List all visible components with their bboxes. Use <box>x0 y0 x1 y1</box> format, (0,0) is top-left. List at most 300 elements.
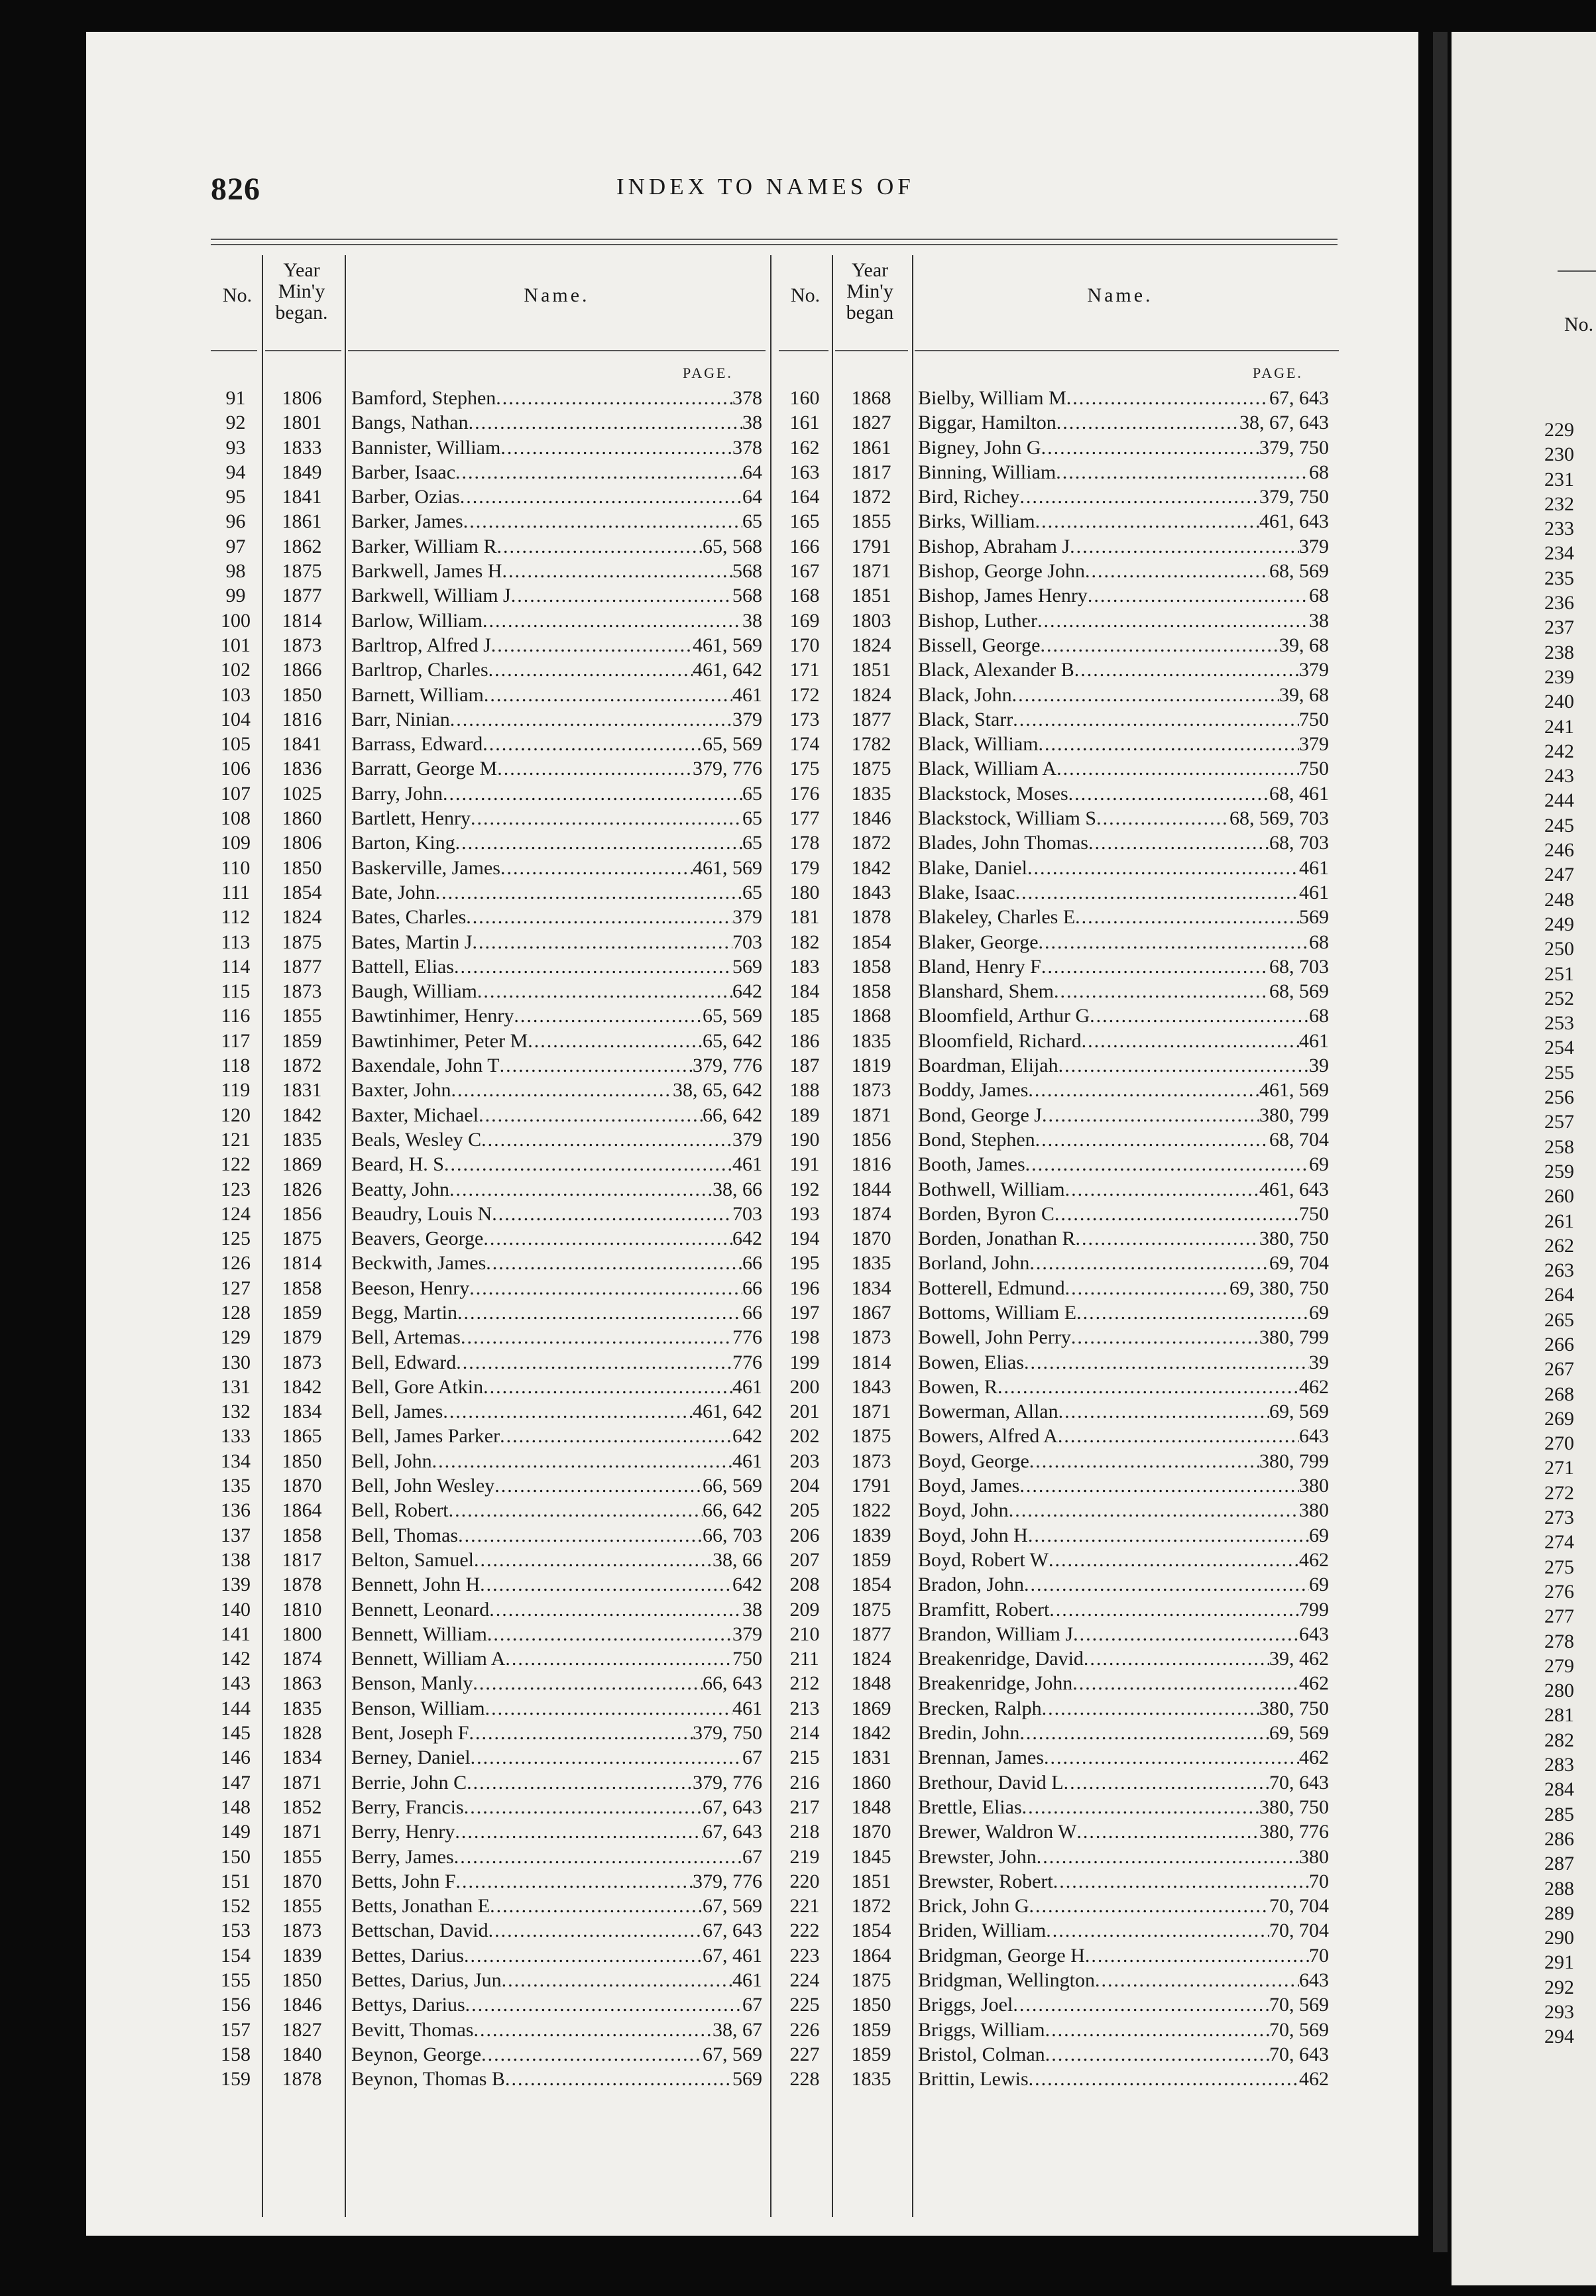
facing-page-number: 288 <box>1544 1877 1574 1900</box>
index-row <box>779 608 1336 633</box>
index-row <box>211 1029 768 1053</box>
leader-dots <box>1088 583 1309 608</box>
entry-number: 105 <box>221 733 251 756</box>
entry-pages: 461, 643 <box>1259 510 1329 533</box>
leader-dots <box>464 1795 703 1819</box>
entry-name: Brecken, Ralph <box>918 1697 1042 1719</box>
entry-name: Birks, William <box>918 510 1035 533</box>
entry-year: 1871 <box>282 1821 322 1843</box>
entry-number: 135 <box>221 1475 251 1497</box>
entry-number: 181 <box>789 906 820 929</box>
entry-name: Bond, George J <box>918 1104 1042 1126</box>
entry-name-line <box>351 608 762 633</box>
leader-dots <box>432 1449 732 1473</box>
entry-name-line <box>351 1869 762 1894</box>
entry-name-line <box>351 1918 762 1943</box>
entry-name: Baugh, William <box>351 980 477 1003</box>
index-row <box>779 1646 1336 1671</box>
entry-year: 1791 <box>851 535 891 557</box>
entry-name-line <box>351 2042 762 2067</box>
entry-year: 1860 <box>282 807 322 830</box>
entry-name: Benson, William <box>351 1697 485 1719</box>
entry-name-line <box>918 1424 1329 1448</box>
index-row <box>211 1276 768 1300</box>
entry-year: 1875 <box>851 1425 891 1448</box>
index-row <box>779 1721 1336 1745</box>
leader-dots <box>458 1523 703 1548</box>
facing-page-number: 250 <box>1544 938 1574 960</box>
index-row <box>211 2018 768 2042</box>
index-row <box>211 856 768 880</box>
leader-dots <box>1076 1300 1309 1325</box>
entry-name-line <box>351 683 762 707</box>
entry-number: 200 <box>789 1375 820 1398</box>
entry-pages: 38 <box>742 1598 762 1621</box>
entry-name: Bridgman, George H <box>918 1944 1085 1967</box>
facing-page-number: 244 <box>1544 789 1574 812</box>
entry-pages: 67, 643 <box>1269 387 1329 409</box>
index-row <box>779 781 1336 806</box>
entry-number: 156 <box>221 1994 251 2016</box>
leader-dots <box>481 2042 703 2067</box>
entry-year: 1824 <box>851 634 891 656</box>
leader-dots <box>1019 485 1259 509</box>
entry-name: Brettle, Elias <box>918 1796 1022 1818</box>
entry-pages: 379, 776 <box>693 1870 762 1892</box>
index-row <box>211 683 768 707</box>
entry-year: 1878 <box>851 906 891 929</box>
index-row <box>211 410 768 435</box>
index-row <box>211 831 768 855</box>
entry-pages: 68 <box>1309 1005 1329 1027</box>
leader-dots <box>479 1103 703 1127</box>
facing-page-number: 273 <box>1544 1507 1574 1529</box>
leader-dots <box>486 1251 742 1275</box>
entry-year: 1877 <box>851 1623 891 1645</box>
entry-number: 103 <box>221 683 251 706</box>
entry-name-line <box>351 1696 762 1721</box>
index-row <box>211 1671 768 1695</box>
entry-name-line <box>351 1819 762 1844</box>
entry-year: 1850 <box>282 856 322 879</box>
entry-pages: 69, 380, 750 <box>1229 1277 1329 1299</box>
entry-name: Botterell, Edmund <box>918 1277 1065 1299</box>
leader-dots <box>1029 1449 1259 1473</box>
entry-number: 106 <box>221 758 251 780</box>
entry-name-line <box>918 460 1329 485</box>
entry-year: 1800 <box>282 1623 322 1645</box>
entry-year: 1873 <box>282 634 322 656</box>
entry-pages: 68 <box>1309 585 1329 607</box>
entry-pages: 38, 66 <box>712 1178 762 1200</box>
index-row <box>211 732 768 756</box>
entry-pages: 68, 569 <box>1269 560 1329 583</box>
entry-year: 1844 <box>851 1178 891 1200</box>
index-row <box>779 386 1336 410</box>
entry-name-line <box>351 1523 762 1548</box>
entry-name: Bond, Stephen <box>918 1128 1035 1151</box>
entry-pages: 379, 776 <box>693 758 762 780</box>
entry-year: 1866 <box>282 659 322 681</box>
entry-name: Barr, Ninian <box>351 708 450 730</box>
entry-name: Bell, Artemas <box>351 1326 461 1349</box>
leader-dots <box>997 1375 1299 1399</box>
facing-page-number: 241 <box>1544 715 1574 738</box>
index-row <box>779 1548 1336 1572</box>
leader-dots <box>463 509 742 534</box>
entry-pages: 703 <box>732 931 762 953</box>
entry-year: 1782 <box>851 733 891 756</box>
leader-dots <box>1076 1819 1259 1844</box>
entry-number: 213 <box>789 1697 820 1719</box>
entry-name: Bowers, Alfred A <box>918 1425 1058 1448</box>
entry-year: 1854 <box>851 1920 891 1942</box>
facing-page-number: 256 <box>1544 1086 1574 1109</box>
leader-dots <box>497 756 693 781</box>
entry-name: Barltrop, Alfred J <box>351 634 491 656</box>
entry-name: Bishop, James Henry <box>918 585 1088 607</box>
leader-dots <box>450 707 732 732</box>
entry-year: 1870 <box>282 1870 322 1892</box>
entry-name-line <box>918 534 1329 559</box>
entry-name: Bates, Charles <box>351 906 467 929</box>
entry-year: 1852 <box>282 1796 322 1818</box>
entry-year: 1826 <box>282 1178 322 1200</box>
entry-name: Barltrop, Charles <box>351 659 488 681</box>
entry-pages: 776 <box>732 1326 762 1349</box>
entry-name-line <box>351 954 762 979</box>
index-row <box>779 1004 1336 1028</box>
entry-name: Beals, Wesley C <box>351 1128 482 1151</box>
entry-name-line <box>918 1745 1329 1770</box>
leader-dots <box>511 583 732 608</box>
index-row <box>779 1325 1336 1349</box>
leader-dots <box>461 1325 732 1349</box>
entry-name-line <box>351 1646 762 1671</box>
entry-name-line <box>351 806 762 831</box>
index-row <box>211 1375 768 1399</box>
entry-year: 1861 <box>851 436 891 459</box>
index-row <box>211 979 768 1004</box>
entry-name: Bettys, Darius <box>351 1994 465 2016</box>
entry-year: 1854 <box>851 1574 891 1596</box>
entry-name: Baskerville, James <box>351 856 500 879</box>
entry-name-line <box>918 1721 1329 1745</box>
entry-number: 153 <box>221 1920 251 1942</box>
facing-page-number: 233 <box>1544 518 1574 540</box>
entry-number: 225 <box>789 1994 820 2016</box>
entry-number: 147 <box>221 1771 251 1794</box>
index-row <box>779 831 1336 855</box>
leader-dots <box>469 1276 742 1300</box>
entry-name: Boyd, John H <box>918 1524 1028 1546</box>
leader-dots <box>1084 1646 1269 1671</box>
entry-name-line <box>918 559 1329 583</box>
header-rule-top <box>211 239 1338 240</box>
entry-name: Bottoms, William E <box>918 1301 1077 1324</box>
facing-page-number: 248 <box>1544 888 1574 911</box>
entry-name-line <box>351 1300 762 1325</box>
facing-page-number: 237 <box>1544 616 1574 639</box>
entry-name-line <box>351 1473 762 1498</box>
entry-number: 190 <box>789 1128 820 1151</box>
entry-year: 1854 <box>282 881 322 903</box>
entry-number: 180 <box>789 881 820 903</box>
entry-number: 139 <box>221 1574 251 1596</box>
entry-pages: 39 <box>1309 1351 1329 1373</box>
entry-name: Blackstock, William S <box>918 807 1097 830</box>
index-row <box>211 954 768 979</box>
entry-year: 1872 <box>282 1055 322 1077</box>
entry-number: 186 <box>789 1029 820 1052</box>
entry-pages: 799 <box>1299 1598 1329 1621</box>
entry-name: Bredin, John <box>918 1722 1020 1745</box>
entry-year: 1810 <box>282 1598 322 1621</box>
facing-page-number: 229 <box>1544 419 1574 441</box>
left-index-column <box>211 386 768 2091</box>
entry-number: 123 <box>221 1178 251 1200</box>
entry-year: 1862 <box>282 535 322 557</box>
index-row <box>211 1473 768 1498</box>
leader-dots <box>1029 1894 1270 1918</box>
entry-number: 134 <box>221 1450 251 1472</box>
entry-number: 178 <box>789 832 820 854</box>
entry-number: 185 <box>789 1005 820 1027</box>
entry-name-line <box>918 1498 1329 1522</box>
leader-dots <box>443 1399 693 1424</box>
entry-name-line <box>918 1548 1329 1572</box>
entry-year: 1871 <box>851 1104 891 1126</box>
leader-dots <box>483 1375 732 1399</box>
leader-dots <box>474 1548 712 1572</box>
entry-number: 198 <box>789 1326 820 1349</box>
entry-year: 1791 <box>851 1475 891 1497</box>
entry-year: 1855 <box>282 1845 322 1868</box>
leader-dots <box>492 1202 732 1226</box>
entry-number: 166 <box>789 535 820 557</box>
leader-dots <box>494 1473 703 1498</box>
leader-dots <box>464 1943 703 1968</box>
leader-dots <box>1037 1845 1299 1869</box>
entry-pages: 68, 703 <box>1269 832 1329 854</box>
entry-number: 92 <box>225 412 246 434</box>
entry-year: 1877 <box>282 955 322 978</box>
leader-dots <box>528 1029 703 1053</box>
index-row <box>779 1053 1336 1078</box>
leader-dots <box>455 460 742 485</box>
leader-dots <box>505 1646 732 1671</box>
entry-pages: 68, 569, 703 <box>1229 807 1329 830</box>
entry-year: 1817 <box>282 1548 322 1571</box>
index-row <box>211 1103 768 1127</box>
entry-name: Benson, Manly <box>351 1672 473 1695</box>
leader-dots <box>466 905 732 929</box>
entry-pages: 643 <box>1299 1623 1329 1645</box>
leader-dots <box>1015 880 1299 905</box>
entry-pages: 750 <box>732 1648 762 1670</box>
entry-number: 149 <box>221 1821 251 1843</box>
leader-dots <box>1054 1202 1299 1226</box>
entry-number: 168 <box>789 585 820 607</box>
entry-name: Bennett, William A <box>351 1648 506 1670</box>
entry-name: Brennan, James <box>918 1747 1044 1769</box>
entry-name: Berry, James <box>351 1845 454 1868</box>
entry-pages: 462 <box>1299 2068 1329 2091</box>
entry-name: Berrie, John C <box>351 1771 467 1794</box>
entry-name: Briggs, William <box>918 2018 1045 2041</box>
entry-year: 1835 <box>851 2068 891 2091</box>
entry-year: 1822 <box>851 1499 891 1522</box>
entry-name-line <box>351 633 762 658</box>
entry-year: 1873 <box>851 1326 891 1349</box>
leader-dots <box>1012 683 1279 707</box>
entry-name-line <box>918 1127 1329 1152</box>
entry-number: 162 <box>789 436 820 459</box>
entry-name: Bangs, Nathan <box>351 412 469 434</box>
leader-dots <box>471 1745 742 1770</box>
entry-number: 141 <box>221 1623 251 1645</box>
entry-pages: 69 <box>1309 1153 1329 1176</box>
entry-name-line <box>918 1696 1329 1721</box>
entry-name-line <box>918 1103 1329 1127</box>
leader-dots <box>500 856 693 880</box>
entry-name-line <box>918 1943 1329 1968</box>
leader-dots <box>1053 1869 1309 1894</box>
entry-name: Bawtinhimer, Henry <box>351 1005 514 1027</box>
rule-name-left <box>348 350 766 351</box>
leader-dots <box>444 1152 732 1177</box>
index-row <box>211 707 768 732</box>
entry-number: 171 <box>789 659 820 681</box>
leader-dots <box>514 1004 703 1028</box>
entry-name-line <box>918 979 1329 1004</box>
entry-name-line <box>351 1029 762 1053</box>
entry-name: Bigney, John G <box>918 436 1041 459</box>
entry-name: Begg, Martin <box>351 1301 457 1324</box>
entry-year: 1858 <box>851 955 891 978</box>
entry-year: 1835 <box>282 1697 322 1719</box>
entry-name: Barker, James <box>351 510 463 533</box>
index-row <box>211 756 768 781</box>
entry-name-line <box>918 880 1329 905</box>
index-row <box>211 1894 768 1918</box>
facing-page-number: 266 <box>1544 1333 1574 1355</box>
entry-name-line <box>918 435 1329 460</box>
entry-name: Barlow, William <box>351 609 483 632</box>
facing-page-number: 235 <box>1544 567 1574 589</box>
index-row <box>211 2042 768 2067</box>
facing-page-number: 270 <box>1544 1432 1574 1455</box>
leader-dots <box>500 1424 732 1448</box>
leader-dots <box>1056 460 1309 485</box>
entry-year: 1875 <box>282 560 322 583</box>
index-row <box>779 1894 1336 1918</box>
entry-year: 1872 <box>851 1895 891 1918</box>
leader-dots <box>505 2067 732 2091</box>
entry-number: 116 <box>221 1005 251 1027</box>
entry-number: 179 <box>789 856 820 879</box>
entry-name: Barkwell, William J <box>351 585 511 607</box>
index-row <box>779 1078 1336 1102</box>
entry-year: 1806 <box>282 832 322 854</box>
leader-dots <box>1042 1696 1259 1721</box>
entry-name-line <box>918 1152 1329 1177</box>
entry-name: Bowen, R <box>918 1375 997 1398</box>
entry-number: 111 <box>221 881 250 903</box>
entry-number: 150 <box>221 1845 251 1868</box>
entry-pages: 642 <box>732 1425 762 1448</box>
entry-pages: 461 <box>1299 881 1329 903</box>
facing-page-number: 243 <box>1544 765 1574 787</box>
index-row <box>211 435 768 460</box>
entry-pages: 380, 750 <box>1259 1228 1329 1250</box>
entry-name-line <box>351 1375 762 1399</box>
index-row <box>779 460 1336 485</box>
entry-name-line <box>351 1622 762 1646</box>
leader-dots <box>1058 1424 1299 1448</box>
entry-year: 1868 <box>851 1005 891 1027</box>
entry-name-line <box>351 1992 762 2017</box>
entry-number: 159 <box>221 2068 251 2091</box>
entry-name: Bartlett, Henry <box>351 807 471 830</box>
entry-year: 1877 <box>851 708 891 730</box>
index-row <box>779 979 1336 1004</box>
entry-pages: 379 <box>732 1128 762 1151</box>
index-row <box>779 930 1336 954</box>
entry-year: 1859 <box>282 1029 322 1052</box>
entry-year: 1873 <box>282 1920 322 1942</box>
facing-page-number: 285 <box>1544 1803 1574 1825</box>
entry-pages: 67 <box>742 1845 762 1868</box>
entry-number: 152 <box>221 1895 251 1918</box>
entry-pages: 569 <box>732 2068 762 2091</box>
entry-number: 223 <box>789 1944 820 1967</box>
entry-number: 191 <box>789 1153 820 1176</box>
entry-year: 1816 <box>282 708 322 730</box>
leader-dots <box>435 880 742 905</box>
entry-name-line <box>918 2018 1329 2042</box>
entry-pages: 380 <box>1299 1845 1329 1868</box>
entry-pages: 65 <box>742 807 762 830</box>
entry-year: 1842 <box>851 856 891 879</box>
index-row <box>211 1078 768 1102</box>
leader-dots <box>487 1622 732 1646</box>
leader-dots <box>1037 608 1309 633</box>
entry-number: 107 <box>221 782 251 805</box>
entry-pages: 65, 569 <box>703 733 762 756</box>
index-row <box>779 1226 1336 1251</box>
index-row <box>211 1424 768 1448</box>
entry-name-line <box>351 1127 762 1152</box>
entry-name-line <box>351 930 762 954</box>
entry-number: 127 <box>221 1277 251 1299</box>
entry-name: Brick, John G <box>918 1895 1029 1918</box>
entry-name: Black, Starr <box>918 708 1013 730</box>
entry-pages: 379 <box>1299 733 1329 756</box>
entry-year: 1839 <box>282 1944 322 1967</box>
index-row <box>211 1943 768 1968</box>
entry-number: 197 <box>789 1301 820 1324</box>
entry-name-line <box>918 485 1329 509</box>
leader-dots <box>454 1845 742 1869</box>
leader-dots <box>496 386 732 410</box>
entry-number: 187 <box>789 1055 820 1077</box>
leader-dots <box>483 1226 732 1251</box>
entry-number: 193 <box>789 1202 820 1225</box>
entry-year: 1869 <box>282 1153 322 1176</box>
leader-dots <box>491 633 693 658</box>
entry-year: 1817 <box>851 461 891 483</box>
